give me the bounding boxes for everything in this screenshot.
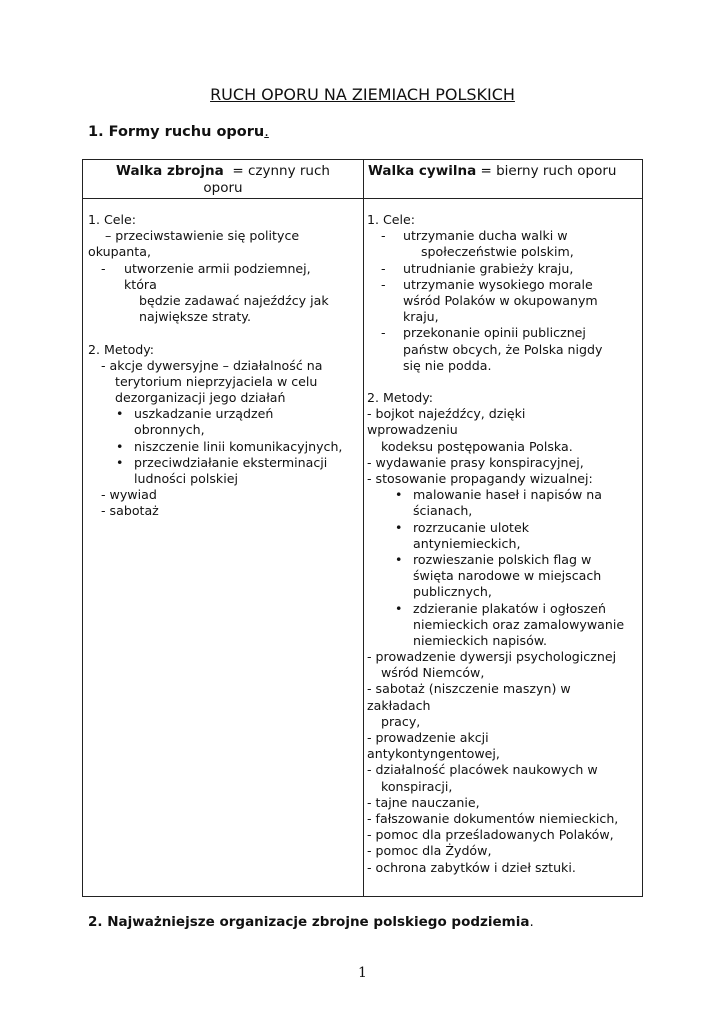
method-bullet: • rozwieszanie polskich flag w bbox=[395, 551, 592, 567]
method-item: - prowadzenie dywersji psychologicznej bbox=[367, 649, 617, 665]
forms-table bbox=[82, 159, 643, 897]
goals-label: 1. Cele: bbox=[367, 212, 416, 227]
method-item-cont: konspiracji, bbox=[381, 778, 453, 794]
method-bullet: • zdzieranie plakatów i ogłoszeń bbox=[395, 600, 606, 616]
method-bullet: • niszczenie linii komunikacyjnych, bbox=[116, 438, 343, 454]
method-item: - pomoc dla Żydów, bbox=[367, 843, 492, 859]
goal-item: - utrzymanie ducha walki w bbox=[381, 228, 568, 244]
method-bullet-cont: niemieckich napisów. bbox=[413, 632, 547, 648]
goal-item-cont: kraju, bbox=[403, 309, 439, 325]
method-item: - akcje dywersyjne – działalność na bbox=[101, 357, 323, 373]
method-item: - stosowanie propagandy wizualnej: bbox=[367, 471, 593, 486]
goal-item-cont: będzie zadawać najeźdźcy jak bbox=[139, 292, 329, 308]
goal-item-cont: państw obcych, że Polska nigdy bbox=[403, 341, 603, 357]
method-item-cont: wprowadzeniu bbox=[367, 422, 458, 438]
method-bullet-cont: niemieckich oraz zamalowywanie bbox=[413, 616, 625, 632]
method-item: - bojkot najeźdźcy, dzięki bbox=[367, 406, 526, 422]
goals-label: 1. Cele: bbox=[88, 212, 137, 227]
page-number: 1 bbox=[358, 965, 367, 981]
goal-item: – przeciwstawienie się polityce bbox=[105, 228, 300, 244]
methods-label: 2. Metody: bbox=[367, 390, 434, 406]
goal-item: - przekonanie opinii publicznej bbox=[381, 325, 586, 341]
armed-struggle-column bbox=[88, 212, 360, 520]
goal-item: - utworzenie armii podziemnej, bbox=[101, 260, 311, 276]
header-armed-struggle: Walka zbrojna = czynny ruch oporu bbox=[116, 163, 330, 196]
method-bullet-cont: ścianach, bbox=[413, 503, 473, 519]
method-bullet-cont: antyniemieckich, bbox=[413, 535, 521, 551]
method-item-cont: antykontyngentowej, bbox=[367, 746, 500, 762]
section-heading-2: 2. Najważniejsze organizacje zbrojne polskiego podziemia. bbox=[88, 914, 534, 930]
method-item-cont: terytorium nieprzyjaciela w celu bbox=[115, 373, 318, 389]
method-item-cont: pracy, bbox=[381, 713, 421, 729]
method-item-cont: kodeksu postępowania Polska. bbox=[381, 438, 573, 454]
header-civil-struggle: Walka cywilna = bierny ruch oporu bbox=[368, 163, 617, 179]
method-item-cont: dezorganizacji jego działań bbox=[115, 390, 286, 406]
method-bullet-cont: ludności polskiej bbox=[134, 471, 238, 486]
goal-item-cont: społeczeństwie polskim, bbox=[421, 244, 574, 260]
method-item: - tajne nauczanie, bbox=[367, 794, 480, 810]
goal-item-cont: która bbox=[124, 276, 157, 292]
method-item: - ochrona zabytków i dzieł sztuki. bbox=[367, 859, 576, 875]
method-item: - sabotaż bbox=[101, 503, 159, 519]
civil-struggle-column bbox=[367, 212, 641, 876]
header-divider bbox=[83, 198, 642, 199]
method-item: - fałszowanie dokumentów niemieckich, bbox=[367, 810, 619, 826]
section-heading-1: 1. Formy ruchu oporu. bbox=[88, 124, 269, 140]
goal-item-cont: największe straty. bbox=[139, 309, 251, 325]
method-item: - wywiad bbox=[101, 487, 157, 503]
method-bullet: • malowanie haseł i napisów na bbox=[395, 487, 602, 503]
goal-item-cont: wśród Polaków w okupowanym bbox=[403, 292, 598, 308]
document-title: RUCH OPORU NA ZIEMIACH POLSKICH bbox=[210, 85, 515, 104]
method-item-cont: wśród Niemców, bbox=[381, 665, 485, 681]
method-item-cont: zakładach bbox=[367, 697, 431, 713]
method-bullet-cont: publicznych, bbox=[413, 584, 492, 600]
goal-item-cont: okupanta, bbox=[88, 244, 151, 260]
method-item: - sabotaż (niszczenie maszyn) w bbox=[367, 681, 571, 697]
column-divider bbox=[363, 160, 364, 896]
method-bullet-cont: święta narodowe w miejscach bbox=[413, 568, 602, 584]
methods-label: 2. Metody: bbox=[88, 341, 155, 357]
method-item: - prowadzenie akcji bbox=[367, 730, 489, 745]
method-item: - wydawanie prasy konspiracyjnej, bbox=[367, 454, 584, 470]
method-item: - działalność placówek naukowych w bbox=[367, 762, 598, 778]
method-bullet: • rozrzucanie ulotek bbox=[395, 519, 530, 535]
goal-item-cont: się nie podda. bbox=[403, 357, 492, 373]
method-bullet-cont: obronnych, bbox=[134, 422, 205, 438]
method-bullet: • uszkadzanie urządzeń bbox=[116, 406, 274, 422]
goal-item: - utrzymanie wysokiego morale bbox=[381, 276, 593, 292]
method-bullet: • przeciwdziałanie eksterminacji bbox=[116, 454, 328, 470]
goal-item: - utrudnianie grabieży kraju, bbox=[381, 260, 574, 276]
method-item: - pomoc dla prześladowanych Polaków, bbox=[367, 827, 614, 843]
